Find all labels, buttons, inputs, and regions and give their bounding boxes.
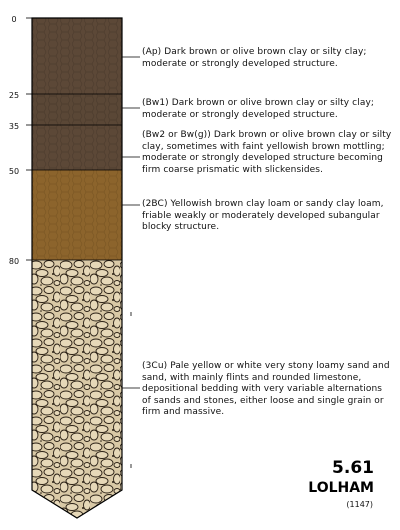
depth-label-35: 35 (8, 122, 20, 131)
profile-name: LOLHAM (308, 480, 374, 496)
depth-ticks (26, 18, 32, 260)
depth-label-25: 25 (8, 91, 20, 100)
horizon-bw2-description: (Bw2 or Bw(g)) Dark brown or olive brown clay or silty clay, sometimes with faint yellowish brown mottling; moderate or strongly developed structure becoming firm coarse prismatic with slickensides. (142, 130, 392, 175)
profile-code: 5.61 (332, 458, 374, 478)
leader-lines (122, 57, 140, 388)
horizon-ap-description: (Ap) Dark brown or olive brown clay or silty clay; moderate or strongly developed structure. (142, 47, 367, 69)
depth-label-80: 80 (8, 257, 20, 266)
depth-label-0: 0 (11, 15, 17, 24)
horizon-3cu (32, 260, 122, 520)
horizon-bw1-description: (Bw1) Dark brown or olive brown clay or silty clay; moderate or strongly developed structure. (142, 98, 375, 120)
depth-label-50: 50 (8, 167, 20, 176)
profile-number: (1147) (346, 500, 373, 509)
horizon-3cu-description: (3Cu) Pale yellow or white very stony loamy sand and sand, with mainly flints and rounded limestone, depositional bedding with very variable alternations of sands and stones, either loose and single grain or firm and massive. (142, 361, 390, 417)
horizon-2bc-description: (2BC) Yellowish brown clay loam or sandy clay loam, friable weakly or moderately developed subangular blocky structure. (142, 199, 384, 232)
